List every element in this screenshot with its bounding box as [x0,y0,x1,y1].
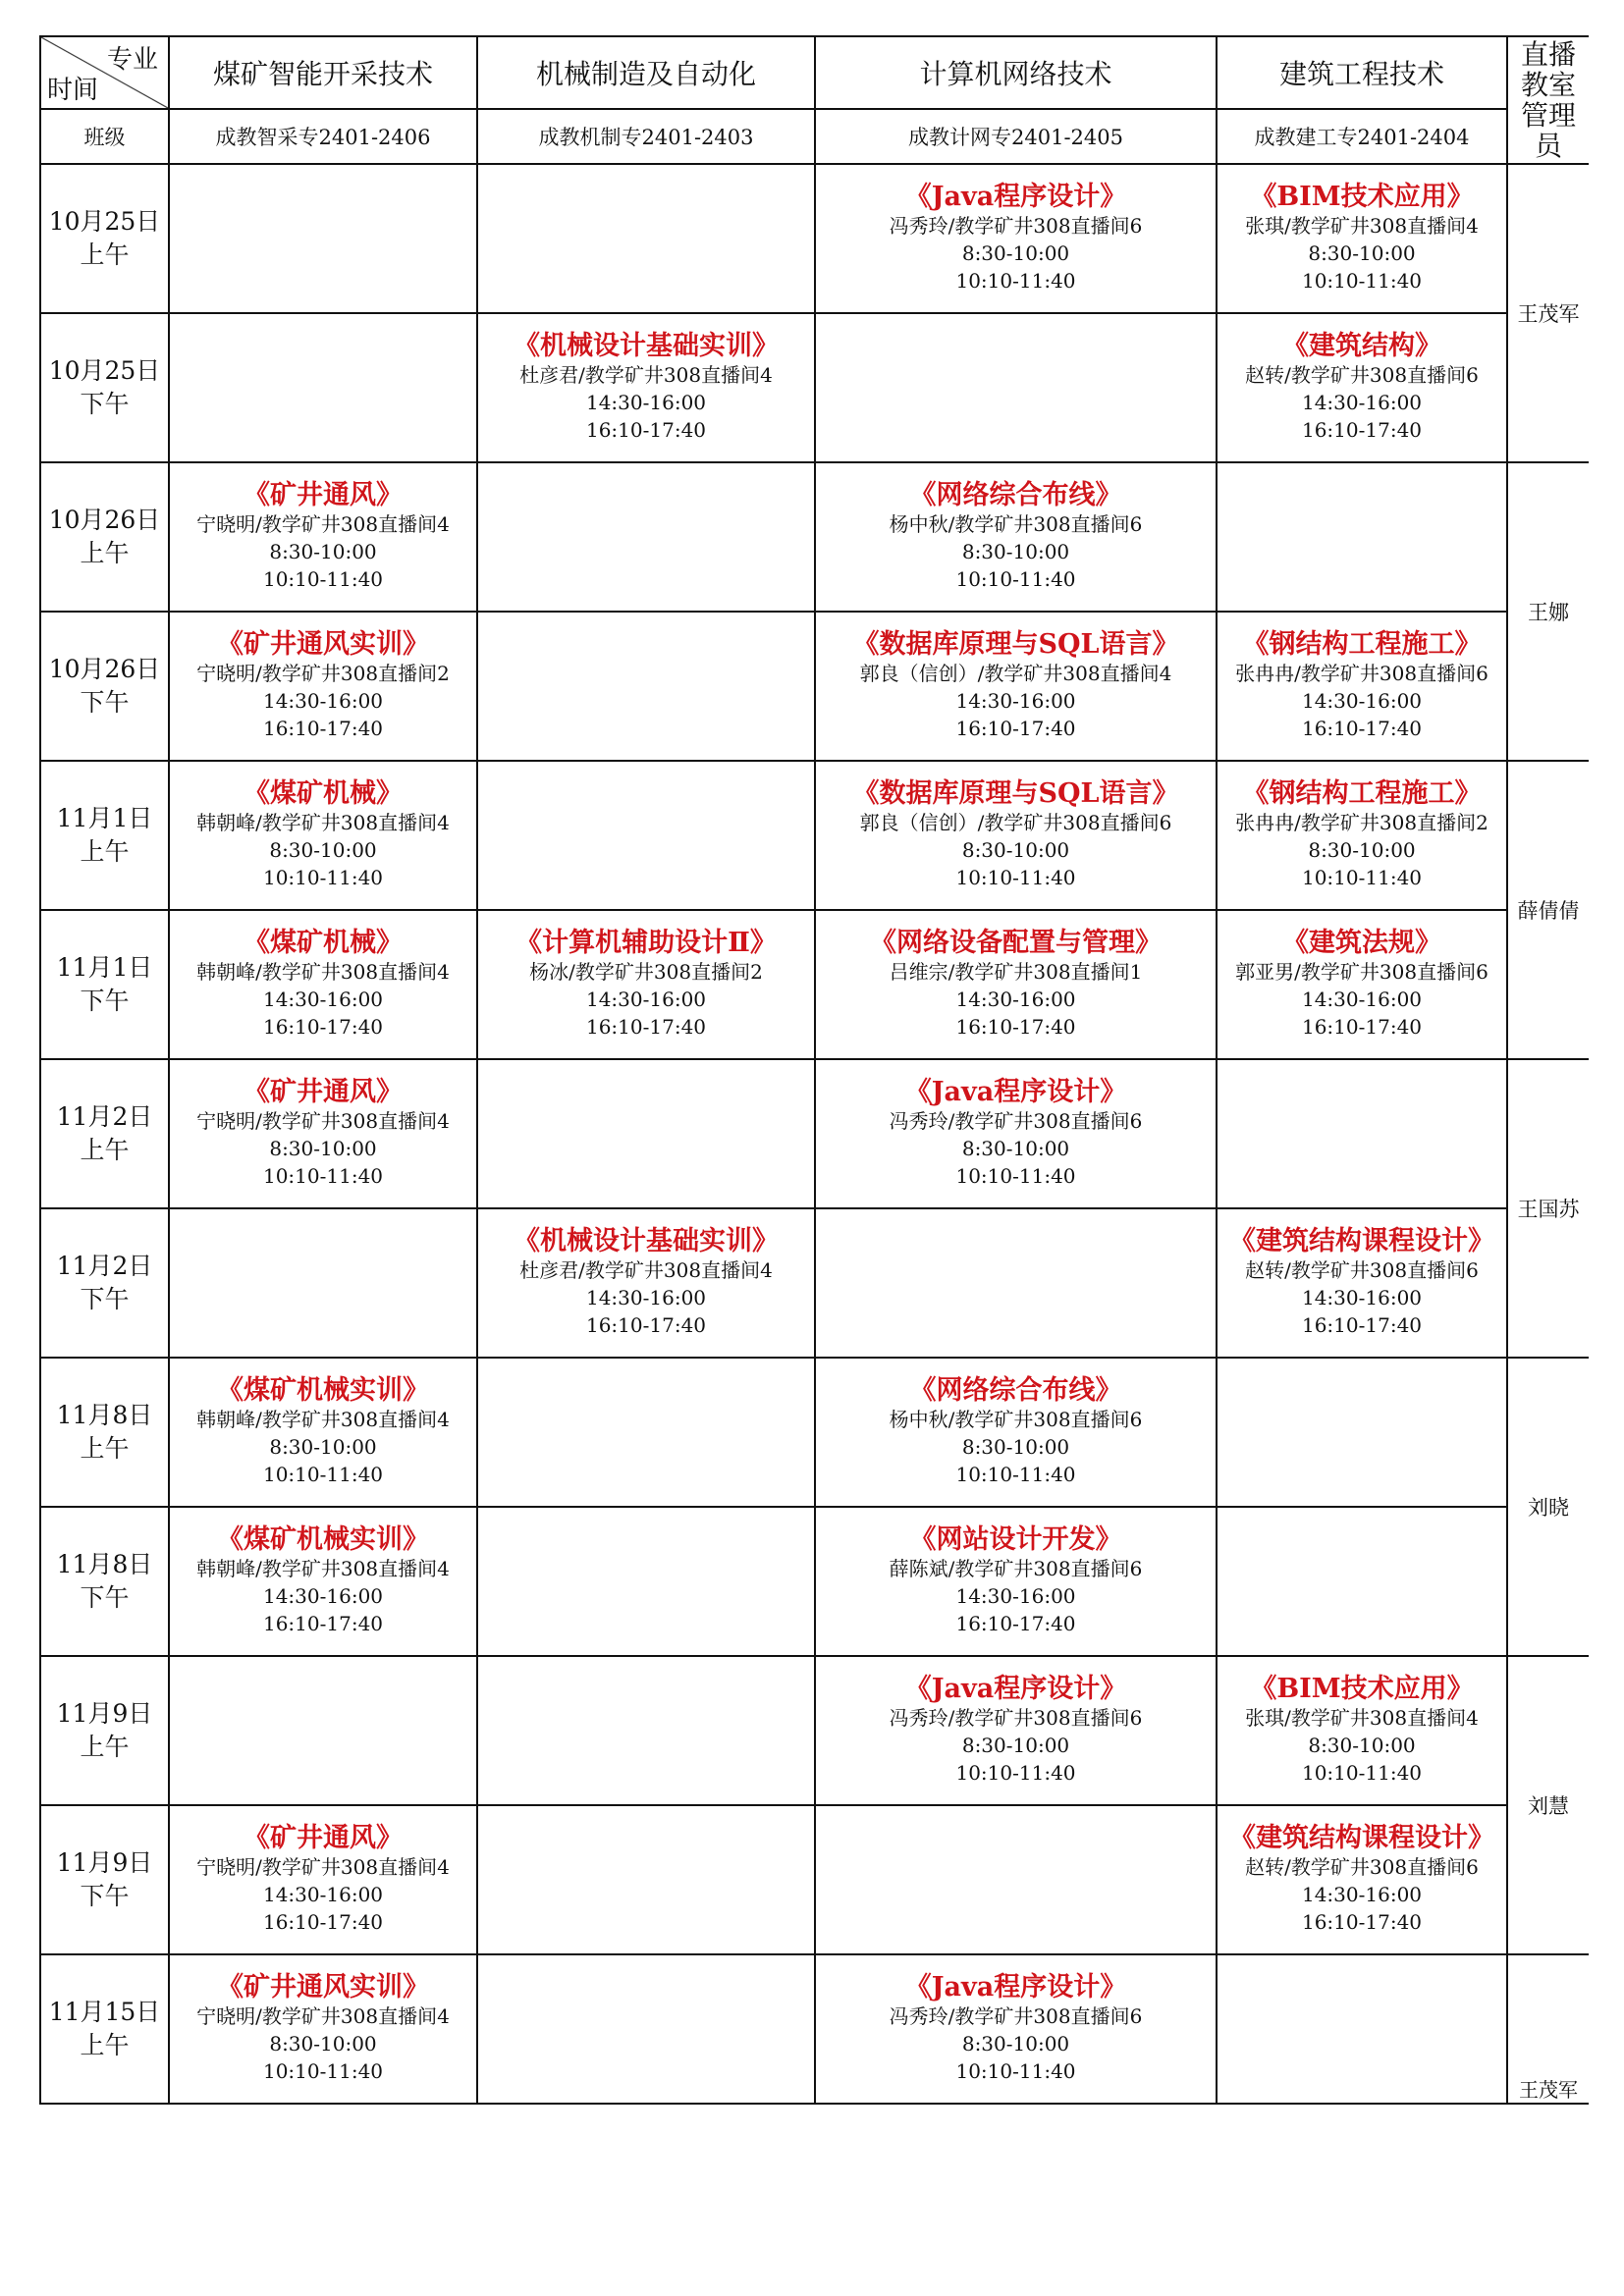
session-time: 16:10-17:40 [1301,1910,1423,1934]
course-name: 《Java程序设计》 [904,182,1127,212]
teacher-room: 韩朝峰/教学矿井308直播间4 [196,1557,450,1580]
corner-cell [40,36,169,109]
session-time: 8:30-10:00 [961,1137,1070,1160]
session-time: 16:10-17:40 [1301,1015,1423,1039]
course-name: 《煤矿机械实训》 [217,1524,429,1555]
empty-cell [1217,1507,1507,1656]
session-time: 14:30-16:00 [262,988,384,1011]
course-cell [1217,1656,1507,1805]
empty-cell [1217,1358,1507,1507]
teacher-room: 杨中秋/教学矿井308直播间6 [889,1408,1143,1431]
teacher-room: 杜彦君/教学矿井308直播间4 [519,363,773,387]
slot-date: 10月26日 [48,655,161,683]
manager-cell-cut [1507,1954,1589,2104]
session-time: 10:10-11:40 [955,567,1076,591]
schedule-table [39,35,1589,2105]
course-name: 《计算机辅助设计Ⅱ》 [515,928,777,958]
empty-cell [815,1208,1217,1358]
session-time: 14:30-16:00 [1301,391,1423,414]
slot-date: 11月1日 [56,953,153,982]
slot-date: 11月8日 [56,1401,153,1429]
course-cell [169,462,477,612]
schedule-row [40,1656,1589,1805]
empty-cell [477,1507,815,1656]
slot-period: 下午 [80,1882,130,1910]
course-cell [1217,1208,1507,1358]
major-header: 建筑工程技术 [1217,36,1507,109]
course-name: 《建筑结构课程设计》 [1229,1823,1494,1853]
major-header-row [40,36,1589,109]
session-time: 14:30-16:00 [1301,1883,1423,1906]
session-time: 10:10-11:40 [262,866,384,889]
empty-cell [169,1656,477,1805]
slot-date: 10月25日 [48,356,161,385]
teacher-room: 张冉冉/教学矿井308直播间2 [1235,811,1489,834]
course-cell [477,1208,815,1358]
empty-cell [169,313,477,462]
empty-cell [477,462,815,612]
session-time: 10:10-11:40 [1301,866,1423,889]
empty-cell [169,1208,477,1358]
course-name: 《矿井通风》 [244,1823,403,1853]
course-cell [1217,313,1507,462]
session-time: 8:30-10:00 [269,1137,377,1160]
schedule-row [40,1358,1589,1507]
session-time: 16:10-17:40 [955,1612,1076,1635]
course-cell [815,1507,1217,1656]
time-slot-cell [40,1656,169,1805]
teacher-room: 赵转/教学矿井308直播间6 [1245,1258,1479,1282]
session-time: 10:10-11:40 [955,1164,1076,1188]
schedule-row [40,612,1589,761]
course-name: 《Java程序设计》 [904,1972,1127,2002]
teacher-room: 郭良（信创）/教学矿井308直播间4 [859,662,1172,685]
course-cell [815,462,1217,612]
time-slot-cell [40,1507,169,1656]
schedule-row [40,164,1589,313]
schedule-row [40,313,1589,462]
manager-cell: 刘慧 [1507,1656,1589,1954]
manager-header-line: 管理 [1520,99,1576,132]
empty-cell [477,612,815,761]
time-slot-cell [40,313,169,462]
session-time: 8:30-10:00 [1308,241,1416,265]
teacher-room: 赵转/教学矿井308直播间6 [1245,363,1479,387]
slot-period: 下午 [80,390,130,418]
manager-cell: 刘晓 [1507,1358,1589,1656]
slot-date: 11月2日 [56,1102,153,1131]
teacher-room: 赵转/教学矿井308直播间6 [1245,1855,1479,1879]
course-name: 《建筑结构课程设计》 [1229,1226,1494,1256]
schedule-row [40,1208,1589,1358]
course-cell [169,1805,477,1954]
session-time: 14:30-16:00 [585,1286,707,1309]
empty-cell [815,313,1217,462]
schedule-row [40,910,1589,1059]
time-slot-cell [40,1805,169,1954]
empty-cell [477,1358,815,1507]
schedule-row [40,1059,1589,1208]
session-time: 8:30-10:00 [269,540,377,563]
schedule-row [40,1805,1589,1954]
course-name: 《网络综合布线》 [909,1375,1122,1406]
schedule-sheet [39,35,1589,2126]
teacher-room: 张琪/教学矿井308直播间4 [1245,214,1479,238]
class-header-row [40,109,1589,164]
session-time: 16:10-17:40 [955,1015,1076,1039]
session-time: 14:30-16:00 [262,1584,384,1608]
schedule-row [40,1507,1589,1656]
course-name: 《Java程序设计》 [904,1077,1127,1107]
session-time: 10:10-11:40 [955,1463,1076,1486]
course-cell [169,1358,477,1507]
manager-header-line: 员 [1534,130,1562,162]
session-time: 8:30-10:00 [269,1435,377,1459]
session-time: 10:10-11:40 [955,866,1076,889]
slot-date: 10月25日 [48,207,161,236]
class-label: 班级 [40,109,169,164]
course-cell [1217,761,1507,910]
teacher-room: 宁晓明/教学矿井308直播间4 [196,1109,450,1133]
session-time: 10:10-11:40 [1301,269,1423,293]
teacher-room: 张琪/教学矿井308直播间4 [1245,1706,1479,1730]
slot-period: 上午 [80,1136,130,1164]
course-name: 《煤矿机械》 [244,778,403,809]
course-cell [1217,910,1507,1059]
course-cell [815,910,1217,1059]
time-slot-cell [40,462,169,612]
teacher-room: 韩朝峰/教学矿井308直播间4 [196,811,450,834]
session-time: 14:30-16:00 [955,689,1076,713]
course-name: 《建筑结构》 [1282,331,1441,361]
session-time: 14:30-16:00 [1301,988,1423,1011]
slot-date: 11月15日 [48,1998,161,2026]
manager-cell: 王茂军 [1507,164,1589,462]
course-cell [815,1954,1217,2104]
course-name: 《矿井通风》 [244,1077,403,1107]
session-time: 10:10-11:40 [262,567,384,591]
empty-cell [477,1954,815,2104]
course-cell [477,313,815,462]
teacher-room: 宁晓明/教学矿井308直播间4 [196,512,450,536]
course-name: 《BIM技术应用》 [1250,1674,1474,1704]
course-cell [815,1358,1217,1507]
course-name: 《网络设备配置与管理》 [870,928,1162,958]
teacher-room: 杨冰/教学矿井308直播间2 [529,960,763,984]
course-cell [169,1507,477,1656]
manager-header-line: 教室 [1520,69,1576,101]
empty-cell [477,164,815,313]
course-name: 《机械设计基础实训》 [514,331,779,361]
session-time: 10:10-11:40 [1301,1761,1423,1785]
session-time: 10:10-11:40 [955,2059,1076,2083]
course-name: 《数据库原理与SQL语言》 [852,778,1179,809]
corner-time-label: 时间 [47,76,99,105]
session-time: 10:10-11:40 [262,1463,384,1486]
manager-header-line: 直播 [1520,38,1576,71]
session-time: 16:10-17:40 [585,1015,707,1039]
empty-cell [477,1059,815,1208]
major-header: 煤矿智能开采技术 [169,36,477,109]
manager-cell: 王国苏 [1507,1059,1589,1358]
session-time: 10:10-11:40 [955,269,1076,293]
session-time: 14:30-16:00 [262,1883,384,1906]
teacher-room: 宁晓明/教学矿井308直播间4 [196,1855,450,1879]
empty-cell [815,1805,1217,1954]
course-name: 《网络综合布线》 [909,480,1122,510]
slot-period: 下午 [80,1285,130,1313]
session-time: 8:30-10:00 [1308,838,1416,862]
teacher-room: 韩朝峰/教学矿井308直播间4 [196,960,450,984]
session-time: 16:10-17:40 [955,717,1076,740]
course-cell [169,612,477,761]
session-time: 10:10-11:40 [955,1761,1076,1785]
course-name: 《建筑法规》 [1282,928,1441,958]
course-cell [1217,1805,1507,1954]
session-time: 16:10-17:40 [1301,717,1423,740]
course-name: 《机械设计基础实训》 [514,1226,779,1256]
empty-cell [169,164,477,313]
course-name: 《矿井通风》 [244,480,403,510]
class-header: 成教机制专2401-2403 [477,109,815,164]
teacher-room: 冯秀玲/教学矿井308直播间6 [889,1706,1143,1730]
slot-date: 11月2日 [56,1252,153,1280]
corner-major-label: 专业 [106,45,158,75]
course-name: 《矿井通风实训》 [217,629,429,660]
course-name: 《Java程序设计》 [904,1674,1127,1704]
time-slot-cell [40,1208,169,1358]
slot-period: 上午 [80,1434,130,1463]
session-time: 8:30-10:00 [961,540,1070,563]
course-cell [815,1059,1217,1208]
empty-cell [1217,462,1507,612]
teacher-room: 薛陈斌/教学矿井308直播间6 [889,1557,1143,1580]
empty-cell [477,761,815,910]
time-slot-cell [40,612,169,761]
time-slot-cell [40,164,169,313]
session-time: 16:10-17:40 [262,1015,384,1039]
session-time: 16:10-17:40 [585,418,707,442]
session-time: 8:30-10:00 [269,2032,377,2056]
session-time: 8:30-10:00 [961,1734,1070,1757]
manager-cell: 王娜 [1507,462,1589,761]
course-cell [815,1656,1217,1805]
teacher-room: 冯秀玲/教学矿井308直播间6 [889,1109,1143,1133]
teacher-room: 杨中秋/教学矿井308直播间6 [889,512,1143,536]
session-time: 16:10-17:40 [1301,418,1423,442]
course-cell [169,761,477,910]
session-time: 16:10-17:40 [1301,1313,1423,1337]
slot-period: 下午 [80,987,130,1015]
session-time: 14:30-16:00 [585,988,707,1011]
empty-cell [477,1656,815,1805]
slot-period: 上午 [80,2031,130,2059]
session-time: 8:30-10:00 [269,838,377,862]
teacher-room: 郭良（信创）/教学矿井308直播间6 [859,811,1172,834]
manager-cell: 薛倩倩 [1507,761,1589,1059]
teacher-room: 冯秀玲/教学矿井308直播间6 [889,214,1143,238]
teacher-room: 杜彦君/教学矿井308直播间4 [519,1258,773,1282]
session-time: 8:30-10:00 [961,838,1070,862]
teacher-room: 宁晓明/教学矿井308直播间2 [196,662,450,685]
schedule-row [40,462,1589,612]
time-slot-cell [40,1358,169,1507]
slot-period: 下午 [80,688,130,717]
slot-period: 上午 [80,1733,130,1761]
schedule-row [40,1954,1589,2104]
course-name: 《网站设计开发》 [909,1524,1122,1555]
session-time: 8:30-10:00 [961,1435,1070,1459]
empty-cell [477,1805,815,1954]
session-time: 8:30-10:00 [961,2032,1070,2056]
slot-date: 11月8日 [56,1550,153,1578]
session-time: 16:10-17:40 [585,1313,707,1337]
slot-date: 10月26日 [48,506,161,534]
major-header: 机械制造及自动化 [477,36,815,109]
empty-cell [1217,1954,1507,2104]
teacher-room: 张冉冉/教学矿井308直播间6 [1235,662,1489,685]
slot-date: 11月9日 [56,1848,153,1877]
class-header: 成教智采专2401-2406 [169,109,477,164]
session-time: 14:30-16:00 [1301,689,1423,713]
session-time: 14:30-16:00 [955,988,1076,1011]
manager-name-cut: 王茂军 [1519,2078,1578,2102]
session-time: 8:30-10:00 [961,241,1070,265]
session-time: 10:10-11:40 [262,1164,384,1188]
course-name: 《钢结构工程施工》 [1242,778,1482,809]
teacher-room: 宁晓明/教学矿井308直播间4 [196,2004,450,2028]
course-name: 《矿井通风实训》 [217,1972,429,2002]
slot-date: 11月9日 [56,1699,153,1728]
course-name: 《数据库原理与SQL语言》 [852,629,1179,660]
course-cell [1217,164,1507,313]
empty-cell [1217,1059,1507,1208]
time-slot-cell [40,761,169,910]
class-header: 成教计网专2401-2405 [815,109,1217,164]
slot-period: 下午 [80,1583,130,1612]
teacher-room: 吕维宗/教学矿井308直播间1 [889,960,1143,984]
course-cell [815,761,1217,910]
course-cell [815,164,1217,313]
course-cell [1217,612,1507,761]
course-name: 《煤矿机械实训》 [217,1375,429,1406]
course-name: 《煤矿机械》 [244,928,403,958]
slot-period: 上午 [80,539,130,567]
time-slot-cell [40,1059,169,1208]
course-cell [169,1954,477,2104]
session-time: 14:30-16:00 [585,391,707,414]
course-cell [815,612,1217,761]
session-time: 14:30-16:00 [1301,1286,1423,1309]
time-slot-cell [40,1954,169,2104]
session-time: 14:30-16:00 [955,1584,1076,1608]
course-cell [169,1059,477,1208]
manager-column-header [1507,36,1589,164]
schedule-row [40,761,1589,910]
course-cell [169,910,477,1059]
course-cell [477,910,815,1059]
slot-period: 上午 [80,240,130,269]
slot-date: 11月1日 [56,804,153,832]
course-name: 《BIM技术应用》 [1250,182,1474,212]
time-slot-cell [40,910,169,1059]
major-header: 计算机网络技术 [815,36,1217,109]
session-time: 10:10-11:40 [262,2059,384,2083]
class-header: 成教建工专2401-2404 [1217,109,1507,164]
teacher-room: 韩朝峰/教学矿井308直播间4 [196,1408,450,1431]
session-time: 14:30-16:00 [262,689,384,713]
session-time: 16:10-17:40 [262,1612,384,1635]
session-time: 8:30-10:00 [1308,1734,1416,1757]
teacher-room: 郭亚男/教学矿井308直播间6 [1235,960,1489,984]
course-name: 《钢结构工程施工》 [1242,629,1482,660]
session-time: 16:10-17:40 [262,1910,384,1934]
session-time: 16:10-17:40 [262,717,384,740]
teacher-room: 冯秀玲/教学矿井308直播间6 [889,2004,1143,2028]
slot-period: 上午 [80,837,130,866]
